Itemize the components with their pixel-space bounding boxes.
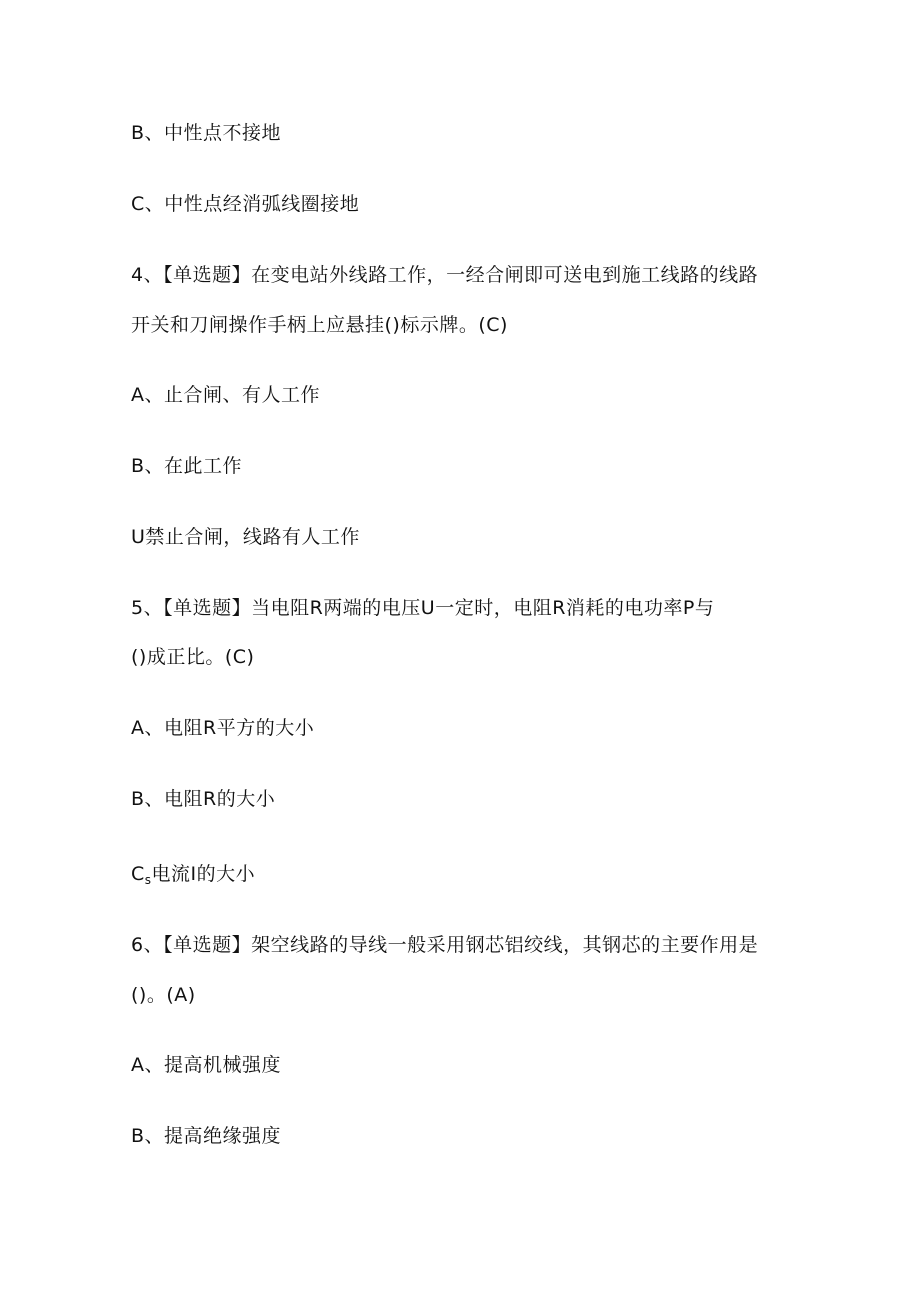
question-6-line-2: ()。(A) [131,984,196,1006]
question-5-option-c [131,861,255,893]
question-4-line-2: 开关和刀闸操作手柄上应悬挂()标示牌。(C) [131,314,508,336]
question-6-option-b: B、提高绝缘强度 [131,1125,282,1147]
option-c-subscript: s [144,873,152,887]
option-c-letter: C [131,863,145,885]
question-5-option-b: B、电阻R的大小 [131,788,276,810]
question-5-line-1: 5、【单选题】当电阻R两端的电压U一定时，电阻R消耗的电功率P与 [131,597,715,619]
question-5-option-a: A、电阻R平方的大小 [131,717,315,739]
question-4-option-b: B、在此工作 [131,455,243,477]
option-3c: C、中性点经消弧线圈接地 [131,193,360,215]
question-5-line-2: ()成正比。(C) [131,646,255,668]
option-3b: B、中性点不接地 [131,122,282,144]
question-4-option-a: A、止合闸、有人工作 [131,384,320,406]
question-4-line-1: 4、【单选题】在变电站外线路工作，一经合闸即可送电到施工线路的线路 [131,264,759,286]
question-6-line-1: 6、【单选题】架空线路的导线一般采用钢芯铝绞线，其钢芯的主要作用是 [131,934,759,956]
question-6-option-a: A、提高机械强度 [131,1054,281,1076]
question-4-option-c: U禁止合闸，线路有人工作 [131,526,360,548]
option-c-text: 电流I的大小 [151,863,256,885]
